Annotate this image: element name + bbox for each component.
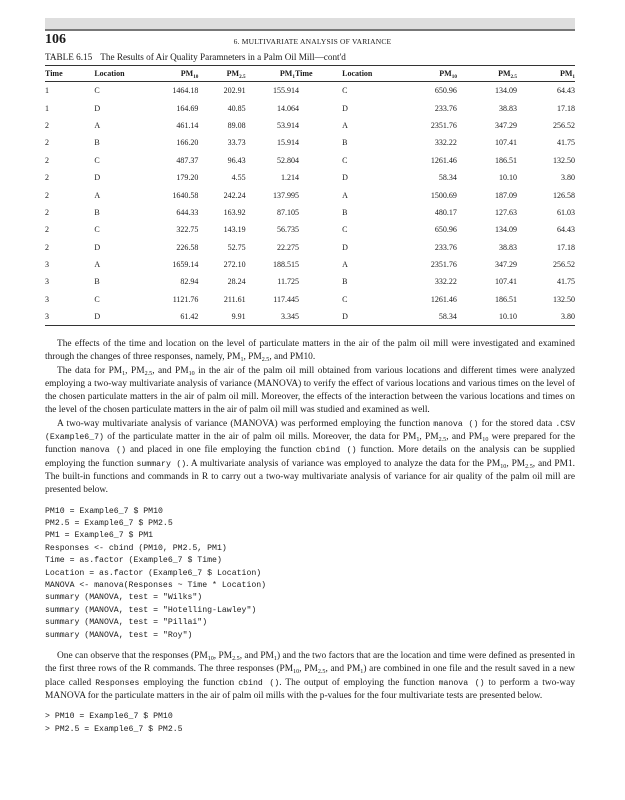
column-header: Time [45,66,94,82]
table-cell: 5 [294,225,299,235]
table-cell: 3.34 [280,312,295,322]
table-cell: 3 [45,312,49,322]
table-row [45,308,575,326]
table-cell: C [342,155,348,165]
paragraph-3: A two-way multivariate analysis of variance (MANOVA) was performed employing the function manova () for the stored data .CSV (Example6_7) of the particulate matter in the air of palm oil mills. Moreover, the data for $PM_1$, $PM_{2.5}$, and $PM_{10}$ were prepared for the function manova () and placed in one file employing the function cbind () function. More details on the analysis can be supplied employing the function summary (). A multivariate analysis of variance was employed to analyze the data for the $PM_{10}$, $PM_{2.5}$, and PM1. The built-in functions and commands in R to carry out a two-way multivariate analysis of variance for air quality of the palm oil mill are presented below. [45,418,575,496]
table-cell: 2 [45,190,49,200]
table-cell: C [94,225,100,235]
table-cell: A [94,260,101,270]
running-header: 6. MULTIVARIATE ANALYSIS OF VARIANCE [233,37,392,46]
table-cell: 242.24 [223,190,246,200]
code-line: summary (MANOVA, test = "Hotelling-Lawley") [45,605,257,615]
table-cell: 53.91 [276,120,295,130]
column-header: Time [295,66,342,82]
table-row [45,82,575,100]
table-cell: 5 [294,260,299,270]
table-cell: 64.43 [557,225,575,235]
table-cell: 186.51 [495,155,517,165]
r-console-output [45,711,575,736]
table-row [45,291,575,308]
table-title: The Results of Air Quality Paramneters in a Palm Oil Mill—cont'd [100,52,346,62]
table-cell: 4 [294,155,299,165]
table-cell: 82.94 [180,277,199,287]
code-line: Responses <- cbind (PM10, PM2.5, PM1) [45,543,227,553]
column-header: $PM_{2.5}$ [198,66,245,82]
table-body [45,82,575,326]
table-cell: D [342,242,348,252]
table-cell: 202.91 [223,86,246,96]
table-cell: 4.55 [231,173,246,183]
table-cell: 41.75 [557,138,575,148]
table-cell: 179.20 [176,173,199,183]
table-cell: 11.72 [277,277,295,287]
table-cell: 1.21 [280,173,295,183]
body-text [45,338,575,744]
table-cell: 1261.46 [430,294,457,304]
column-header: $PM_{10}$ [159,66,199,82]
table-cell: 134.09 [495,225,517,235]
table-cell: 211.61 [223,294,246,304]
table-cell: 2 [45,173,49,183]
table-cell: 17.18 [557,242,575,252]
paragraph-1: The effects of the time and location on the level of particulate matters in the air of the palm oil mill were investigated and examined through the changes of three responses, namely, $PM_1$, $PM_{2.5}$, and PM10. [45,339,575,364]
code-line: PM10 = Example6_7 $ PM10 [45,506,163,516]
table-row [45,169,575,186]
table-cell: 132.50 [553,294,575,304]
table-cell: 22.27 [276,242,295,252]
table-cell: D [94,103,101,113]
table-cell: 132.50 [553,155,575,165]
table-cell: 5 [294,242,299,252]
table-cell: 2351.76 [430,260,457,270]
table-cell: 332.22 [434,277,457,287]
paragraph-4: One can observe that the responses ($PM_{10}$, $PM_{2.5}$, and $PM_1$) and the two factors that are the location and time were defined as presented in the first three rows of the R commands. The three responses ($PM_{10}$, $PM_{2.5}$, and $PM_1$) are combined in one file and the result saved in a new place called Responses employing the function cbind (). The output of employing the function manova () to perform a two-way MANOVA for the particulate matters in the air of palm oil mills with the p-values for the four multivariate tests are presented below. [45,651,576,701]
table-cell: 2 [45,155,49,165]
code-line: > PM10 = Example6_7 $ PM10 [45,712,173,722]
table-cell: 41.75 [557,277,575,287]
table-cell: 5 [294,190,299,200]
table-cell: 487.37 [176,155,199,165]
table-cell: 155.91 [272,86,295,96]
table-cell: 187.09 [495,190,517,200]
table-cell: 117.44 [273,294,295,304]
column-header: $PM_{10}$ [407,66,457,82]
table-cell: 272.10 [223,260,246,270]
table-cell: 107.41 [495,277,517,287]
table-cell: 14.06 [276,103,295,113]
table-cell: C [94,86,100,96]
table-cell: 9.91 [231,312,246,322]
r-code-block [45,506,575,642]
table-cell: 4 [294,138,299,148]
table-cell: D [94,242,101,252]
table-cell: 107.41 [495,138,517,148]
table-cell: 1 [45,86,49,96]
code-line: PM1 = Example6_7 $ PM1 [45,531,154,541]
table-cell: 1 [45,103,49,113]
table-cell: 4 [294,86,299,96]
table-cell: B [342,138,348,148]
header-band [45,18,575,31]
table-cell: B [94,277,100,287]
code-line: MANOVA <- manova(Responses ~ Time * Location) [45,581,267,590]
table-cell: 17.18 [557,103,575,113]
table-cell: 163.92 [223,207,246,217]
table-cell: 5 [294,277,299,287]
table-cell: 143.19 [223,225,246,235]
table-cell: 650.96 [434,225,457,235]
table-cell: 256.52 [553,260,575,270]
table-cell: 3 [45,260,49,270]
table-cell: C [342,86,348,96]
table-cell: 28.24 [227,277,246,287]
table-cell: 233.76 [434,103,457,113]
table-cell: 52.80 [276,155,295,165]
table-cell: 256.52 [553,120,575,130]
table-cell: 2351.76 [430,120,457,130]
code-line: > PM2.5 = Example6_7 $ PM2.5 [45,724,183,734]
table-cell: 10.10 [499,312,517,322]
table-cell: 188.51 [272,260,295,270]
table-row [45,134,575,151]
table-row [45,256,575,273]
table-cell: 40.85 [227,103,246,113]
table-cell: B [342,207,348,217]
code-line: summary (MANOVA, test = "Pillai") [45,618,208,628]
table-cell: 3 [45,277,49,287]
table-cell: A [342,190,348,200]
table-cell: C [342,225,348,235]
table-cell: 87.10 [276,207,295,217]
table-cell: 2 [45,207,49,217]
column-header: Location [342,66,406,82]
table-cell: 2 [45,120,49,130]
code-line: summary (MANOVA, test = "Wilks") [45,593,203,603]
table-cell: 1640.58 [172,190,199,200]
table-cell: 38.83 [499,242,517,252]
table-cell: 3 [45,294,49,304]
paragraph-2: The data for $PM_1$, $PM_{2.5}$, and $PM_{10}$ in the air of the palm oil mill obtained from various locations and different times were analyzed employing a two-way multivariate analysis of variance (MANOVA) to verify the effect of various locations and various times on the level of the chosen particulate matters in the air of palm oil mill. Moreover, the effects of the interaction between the various locations and times on the level of the chosen particulate matters in the air of palm oil mill was studied and examined as well. [45,365,575,416]
table-cell: 4 [294,120,299,130]
table-row [45,152,575,169]
table-cell: 1121.76 [172,294,199,304]
table-cell: 38.83 [499,103,517,113]
table-cell: 347.29 [495,120,517,130]
table-cell: C [94,294,100,304]
table-row [45,239,575,256]
table-cell: D [342,173,348,183]
table-cell: 137.99 [272,190,295,200]
column-header: $PM_1$ [517,66,575,82]
table-row [45,273,575,290]
table-caption [45,52,346,62]
table-cell: 15.91 [276,138,295,148]
code-line: Time = as.factor (Example6_7 $ Time) [45,556,222,566]
table-cell: 56.73 [276,225,295,235]
code-line: summary (MANOVA, test = "Roy") [45,630,193,640]
table-cell: D [342,103,348,113]
table-cell: 2 [45,138,49,148]
column-header: $PM_1$ [246,66,295,82]
table-cell: 1261.46 [430,155,457,165]
table-cell: D [342,312,348,322]
table-cell: 644.33 [176,207,199,217]
table-cell: 332.22 [434,138,457,148]
table-row [45,204,575,221]
table-label: TABLE 6.15 [45,52,93,62]
code-line: Location = as.factor (Example6_7 $ Location) [45,568,262,578]
table-cell: 5 [294,207,299,217]
table-cell: 33.73 [227,138,246,148]
table-cell: 64.43 [557,86,575,96]
table-cell: 61.03 [557,207,575,217]
table-cell: C [94,155,100,165]
column-header: Location [94,66,158,82]
table-row [45,117,575,134]
table-cell: 127.63 [495,207,517,217]
table-cell: 58.34 [438,312,457,322]
table-cell: 2 [45,225,49,235]
page-number: 106 [45,32,66,47]
table-cell: 186.51 [495,294,517,304]
table-cell: 347.29 [495,260,517,270]
table-cell: 5 [294,312,299,322]
table-cell: 96.43 [227,155,246,165]
table-cell: A [94,120,101,130]
table-cell: D [94,173,101,183]
table-cell: A [94,190,101,200]
table-row [45,186,575,203]
table-cell: B [94,207,100,217]
table-row [45,99,575,116]
table-cell: 164.69 [176,103,199,113]
table-cell: 233.76 [434,242,457,252]
table-cell: 1659.14 [172,260,199,270]
table-cell: B [94,138,100,148]
table-cell: 226.58 [176,242,199,252]
table-cell: A [342,260,348,270]
table-cell: 61.42 [180,312,199,322]
table-cell: 10.10 [499,173,517,183]
table-cell: 126.58 [553,190,575,200]
table-cell: 2 [45,242,49,252]
table-cell: 134.09 [495,86,517,96]
air-quality-table [45,65,575,326]
table-cell: 3.80 [561,173,575,183]
table-row [45,221,575,238]
code-line: PM2.5 = Example6_7 $ PM2.5 [45,518,173,528]
table-cell: C [342,294,348,304]
table-cell: 480.17 [434,207,457,217]
table-header-row [45,66,575,82]
table-cell: A [342,120,348,130]
table-cell: 650.96 [434,86,457,96]
table-cell: 1464.18 [172,86,199,96]
table-cell: 58.34 [438,173,457,183]
table-cell: 461.14 [176,120,199,130]
table-cell: 52.75 [227,242,246,252]
table-cell: 1500.69 [430,190,457,200]
table-cell: 4 [294,103,299,113]
table-cell: D [94,312,101,322]
table-cell: 322.75 [176,225,199,235]
table-cell: 4 [294,173,299,183]
table-cell: 5 [294,294,299,304]
column-header: $PM_{2.5}$ [457,66,517,82]
table-cell: 89.08 [227,120,246,130]
table-cell: B [342,277,348,287]
table-cell: 3.80 [561,312,575,322]
table-cell: 166.20 [176,138,199,148]
